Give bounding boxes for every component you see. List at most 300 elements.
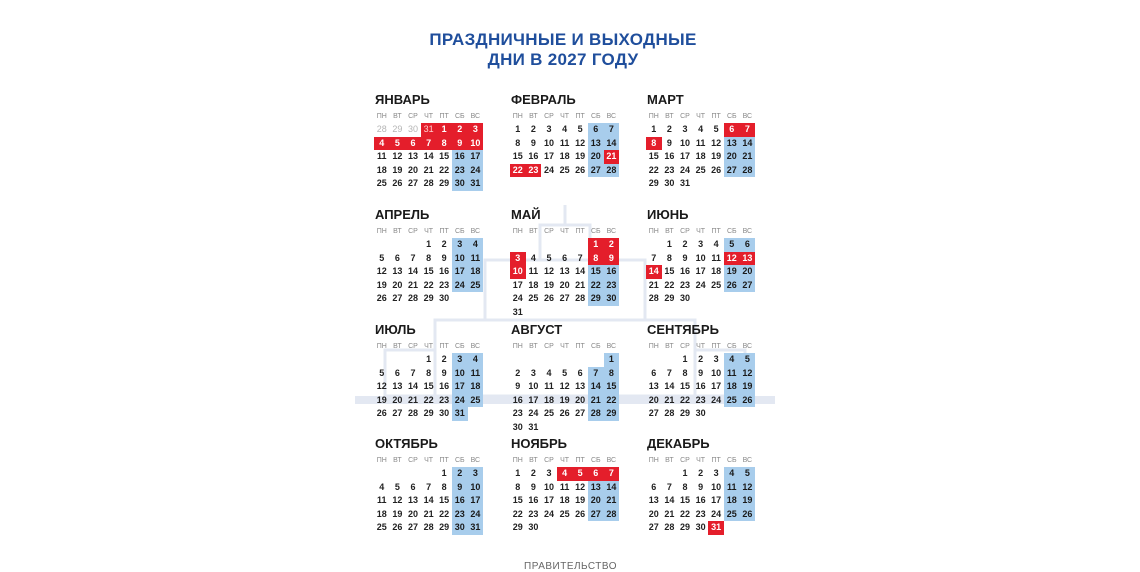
work-day: 1 — [426, 239, 432, 249]
work-day: 25 — [376, 522, 387, 533]
work-day: 4 — [713, 239, 719, 249]
weekday-label: СБ — [726, 343, 737, 350]
weekday-label: ПТ — [439, 457, 449, 464]
weekend-day: 31 — [468, 177, 484, 191]
work-day: 9 — [698, 367, 704, 378]
weekday-label: ВТ — [665, 343, 674, 350]
weekend-day: 25 — [468, 279, 484, 293]
work-day: 20 — [407, 508, 418, 519]
weekday-header — [510, 455, 622, 466]
weekday-label: ВС — [606, 457, 617, 464]
weekday-label: ЧТ — [560, 457, 570, 464]
work-day: 21 — [664, 508, 675, 519]
work-day: 27 — [407, 178, 418, 189]
work-day: 26 — [376, 293, 387, 304]
work-day: 26 — [392, 178, 403, 189]
weekday-label: ВТ — [665, 113, 674, 120]
month-name: ЯНВАРЬ — [375, 92, 430, 107]
work-day: 1 — [441, 468, 447, 478]
month-name: ФЕВРАЛЬ — [511, 92, 576, 107]
work-day: 10 — [543, 137, 554, 148]
work-day: 6 — [394, 252, 400, 263]
weekday-label: ЧТ — [560, 228, 570, 235]
weekend-day: 17 — [468, 150, 484, 164]
weekend-day: 20 — [588, 494, 604, 508]
work-day: 22 — [664, 279, 675, 290]
work-day: 20 — [392, 279, 403, 290]
work-day: 3 — [682, 124, 688, 134]
work-day: 25 — [543, 408, 554, 419]
work-day: 3 — [698, 239, 704, 249]
footer-label: ПРАВИТЕЛЬСТВО — [524, 561, 618, 572]
work-day: 28 — [423, 522, 434, 533]
work-day: 31 — [528, 421, 539, 432]
work-day: 13 — [648, 381, 659, 392]
work-day: 11 — [544, 381, 554, 392]
work-day: 16 — [695, 381, 706, 392]
work-day: 17 — [528, 394, 539, 405]
month-name: ИЮЛЬ — [375, 322, 416, 337]
work-day: 2 — [698, 468, 704, 478]
weekday-label: ВТ — [665, 457, 674, 464]
work-day: 29 — [679, 522, 690, 533]
work-day: 26 — [575, 508, 586, 519]
work-day: 16 — [512, 394, 523, 405]
weekday-label: СБ — [726, 457, 737, 464]
month-5 — [510, 207, 622, 320]
empty-cell — [541, 238, 557, 252]
work-day: 30 — [695, 522, 706, 533]
weekday-label: ПТ — [575, 457, 585, 464]
weekend-day: 5 — [724, 238, 740, 252]
weekend-day: 13 — [724, 137, 740, 151]
work-day: 24 — [528, 408, 539, 419]
weekday-label: ВС — [470, 228, 481, 235]
work-day: 7 — [410, 367, 416, 378]
work-day: 5 — [379, 367, 385, 378]
day-grid — [646, 353, 758, 421]
holiday-day: 31 — [708, 521, 724, 535]
work-day: 24 — [711, 394, 722, 405]
weekday-label: ПН — [512, 343, 523, 350]
work-day: 12 — [711, 137, 722, 148]
month-12 — [646, 436, 758, 535]
weekend-day: 28 — [604, 164, 620, 178]
weekday-label: СБ — [454, 457, 465, 464]
weekend-day: 27 — [740, 279, 756, 293]
holiday-day: 5 — [390, 137, 406, 151]
weekday-label: ВС — [742, 113, 753, 120]
work-day: 7 — [666, 481, 672, 492]
work-day: 7 — [426, 481, 432, 492]
weekday-header — [510, 226, 622, 237]
weekday-label: ВТ — [665, 228, 674, 235]
day-grid — [510, 123, 622, 177]
empty-cell — [374, 238, 390, 252]
weekend-day: 20 — [588, 150, 604, 164]
weekday-label: СР — [544, 228, 554, 235]
weekend-day: 24 — [468, 164, 484, 178]
work-day: 2 — [530, 124, 536, 134]
weekday-label: СР — [680, 343, 690, 350]
work-day: 12 — [575, 137, 586, 148]
work-day: 23 — [695, 394, 706, 405]
weekend-day: 22 — [588, 279, 604, 293]
weekday-label: ПН — [648, 457, 659, 464]
empty-cell — [510, 238, 526, 252]
work-day: 10 — [695, 252, 706, 263]
work-day: 7 — [577, 252, 583, 263]
work-day: 3 — [546, 124, 552, 134]
work-day: 15 — [439, 495, 450, 506]
work-day: 20 — [575, 394, 586, 405]
weekday-label: ПТ — [439, 228, 449, 235]
weekday-header — [374, 455, 486, 466]
day-grid — [374, 238, 486, 306]
weekend-day: 15 — [604, 380, 620, 394]
work-day: 2 — [441, 354, 447, 364]
weekday-header — [646, 341, 758, 352]
work-day: 8 — [666, 252, 672, 263]
weekday-label: ПН — [512, 457, 523, 464]
work-day: 18 — [559, 151, 570, 162]
work-day: 1 — [651, 124, 657, 134]
weekend-day: 26 — [740, 394, 756, 408]
weekday-label: ПН — [376, 228, 387, 235]
work-day: 22 — [512, 508, 523, 519]
weekday-label: ВТ — [393, 228, 402, 235]
weekend-day: 16 — [452, 494, 468, 508]
work-day: 20 — [407, 164, 418, 175]
holiday-day: 7 — [740, 123, 756, 137]
work-day: 11 — [528, 266, 539, 277]
work-day: 12 — [575, 481, 586, 492]
empty-cell — [526, 238, 542, 252]
weekend-day: 25 — [724, 508, 740, 522]
work-day: 11 — [695, 137, 706, 148]
empty-cell — [662, 353, 678, 367]
work-day: 19 — [376, 394, 387, 405]
work-day: 20 — [392, 394, 403, 405]
work-day: 15 — [423, 381, 434, 392]
weekday-label: СР — [408, 343, 418, 350]
work-day: 5 — [394, 481, 400, 492]
work-day: 26 — [559, 408, 570, 419]
work-day: 17 — [695, 266, 706, 277]
work-day: 27 — [392, 293, 403, 304]
weekend-day: 19 — [740, 380, 756, 394]
weekday-label: ВС — [470, 113, 481, 120]
weekend-day: 25 — [468, 394, 484, 408]
weekday-label: СБ — [454, 343, 465, 350]
month-1 — [374, 92, 486, 191]
weekday-label: ВС — [606, 343, 617, 350]
work-day: 16 — [439, 266, 450, 277]
work-day: 23 — [664, 164, 675, 175]
work-day: 19 — [575, 151, 586, 162]
weekend-day: 3 — [452, 238, 468, 252]
work-day: 7 — [410, 252, 416, 263]
work-day: 25 — [559, 164, 570, 175]
weekend-day: 15 — [588, 265, 604, 279]
work-day: 28 — [648, 293, 659, 304]
work-day: 1 — [666, 239, 672, 249]
day-grid — [374, 467, 486, 535]
weekday-label: СР — [544, 343, 554, 350]
work-day: 22 — [679, 508, 690, 519]
work-day: 5 — [562, 367, 568, 378]
weekday-label: ВС — [470, 457, 481, 464]
weekday-label: СР — [544, 457, 554, 464]
work-day: 30 — [679, 293, 690, 304]
work-day: 6 — [562, 252, 568, 263]
weekday-header — [646, 111, 758, 122]
month-name: НОЯБРЬ — [511, 436, 568, 451]
work-day: 7 — [651, 252, 657, 263]
weekend-day: 1 — [604, 353, 620, 367]
holiday-day: 23 — [526, 164, 542, 178]
weekend-day: 16 — [604, 265, 620, 279]
work-day: 13 — [407, 151, 418, 162]
work-day: 18 — [559, 495, 570, 506]
weekend-day: 14 — [604, 137, 620, 151]
empty-cell — [374, 353, 390, 367]
work-day: 26 — [392, 522, 403, 533]
work-day: 13 — [559, 266, 570, 277]
empty-cell — [526, 353, 542, 367]
work-day: 18 — [376, 508, 387, 519]
weekend-day: 20 — [740, 265, 756, 279]
work-day: 23 — [512, 408, 523, 419]
weekday-header — [510, 341, 622, 352]
weekend-day: 30 — [604, 292, 620, 306]
weekend-day: 7 — [588, 367, 604, 381]
work-day: 19 — [392, 164, 403, 175]
work-day: 2 — [698, 354, 704, 364]
title-line-1: ПРАЗДНИЧНЫЕ И ВЫХОДНЫЕ — [429, 30, 697, 49]
weekday-label: СР — [680, 457, 690, 464]
weekday-label: ЧТ — [424, 457, 434, 464]
work-day: 4 — [530, 252, 536, 263]
work-day: 28 — [423, 178, 434, 189]
work-day: 10 — [679, 137, 690, 148]
holiday-day: 2 — [604, 238, 620, 252]
weekend-day: 11 — [468, 252, 484, 266]
month-name: ИЮНЬ — [647, 207, 689, 222]
work-day: 11 — [559, 481, 570, 492]
work-day: 15 — [648, 151, 659, 162]
empty-cell — [374, 467, 390, 481]
work-day: 14 — [423, 151, 434, 162]
work-day: 15 — [679, 495, 690, 506]
holiday-day: 8 — [646, 137, 662, 151]
weekday-label: ВТ — [529, 228, 538, 235]
work-day: 4 — [698, 124, 704, 134]
weekday-label: СР — [408, 228, 418, 235]
day-grid — [374, 123, 486, 191]
work-day: 15 — [512, 151, 523, 162]
weekend-day: 5 — [740, 353, 756, 367]
weekend-day: 18 — [468, 380, 484, 394]
work-day: 8 — [515, 481, 521, 492]
weekend-day: 12 — [740, 367, 756, 381]
work-day: 18 — [528, 279, 539, 290]
work-day: 9 — [698, 481, 704, 492]
empty-cell — [572, 238, 588, 252]
work-day: 3 — [713, 354, 719, 364]
weekday-header — [646, 226, 758, 237]
month-name: АПРЕЛЬ — [375, 207, 430, 222]
work-day: 24 — [512, 293, 523, 304]
weekend-day: 11 — [724, 367, 740, 381]
weekday-label: ВС — [606, 113, 617, 120]
work-day: 17 — [543, 495, 554, 506]
work-day: 24 — [695, 279, 706, 290]
weekend-day: 17 — [468, 494, 484, 508]
weekday-label: ЧТ — [424, 343, 434, 350]
work-day: 31 — [679, 178, 690, 189]
work-day: 6 — [651, 481, 657, 492]
work-day: 3 — [546, 468, 552, 478]
weekday-label: ПН — [512, 228, 523, 235]
empty-cell — [405, 353, 421, 367]
empty-cell — [572, 353, 588, 367]
work-day: 30 — [439, 293, 450, 304]
work-day: 23 — [528, 508, 539, 519]
work-day: 2 — [682, 239, 688, 249]
empty-cell — [405, 467, 421, 481]
work-day: 20 — [648, 508, 659, 519]
work-day: 26 — [376, 408, 387, 419]
work-day: 2 — [530, 468, 536, 478]
work-day: 25 — [695, 164, 706, 175]
work-day: 1 — [426, 354, 432, 364]
holiday-day: 22 — [510, 164, 526, 178]
holiday-day: 5 — [572, 467, 588, 481]
work-day: 15 — [439, 151, 450, 162]
day-grid — [646, 238, 758, 306]
weekend-day: 22 — [604, 394, 620, 408]
weekday-label: СР — [544, 113, 554, 120]
work-day: 16 — [439, 381, 450, 392]
work-day: 12 — [392, 495, 403, 506]
work-day: 1 — [515, 468, 521, 478]
weekend-day: 19 — [724, 265, 740, 279]
weekday-label: ВТ — [393, 113, 402, 120]
work-day: 25 — [528, 293, 539, 304]
month-name: АВГУСТ — [511, 322, 563, 337]
empty-cell — [646, 467, 662, 481]
weekend-day: 31 — [468, 521, 484, 535]
work-day: 23 — [679, 279, 690, 290]
weekend-day: 11 — [724, 481, 740, 495]
work-day: 13 — [407, 495, 418, 506]
work-day: 2 — [515, 367, 521, 378]
weekend-day: 28 — [588, 407, 604, 421]
weekend-day: 17 — [452, 265, 468, 279]
holiday-day: 9 — [604, 252, 620, 266]
day-grid — [374, 353, 486, 421]
work-day: 22 — [679, 394, 690, 405]
weekday-label: ПТ — [575, 228, 585, 235]
weekday-label: СР — [408, 113, 418, 120]
weekday-label: СР — [408, 457, 418, 464]
holiday-day: 6 — [405, 137, 421, 151]
weekday-label: СБ — [590, 113, 601, 120]
work-day: 12 — [376, 266, 387, 277]
work-day: 21 — [648, 279, 659, 290]
work-day: 14 — [407, 381, 418, 392]
weekday-label: ПТ — [711, 343, 721, 350]
weekend-day: 4 — [468, 238, 484, 252]
work-day: 22 — [648, 164, 659, 175]
weekend-day: 28 — [604, 508, 620, 522]
holiday-day: 3 — [510, 252, 526, 266]
work-day: 19 — [392, 508, 403, 519]
work-day: 10 — [711, 367, 722, 378]
weekend-day: 21 — [588, 394, 604, 408]
work-day: 7 — [666, 367, 672, 378]
work-day: 19 — [543, 279, 554, 290]
weekend-day: 27 — [588, 164, 604, 178]
work-day: 22 — [423, 279, 434, 290]
empty-cell — [662, 467, 678, 481]
work-day: 5 — [713, 124, 719, 134]
holiday-day: 7 — [604, 467, 620, 481]
work-day: 28 — [407, 408, 418, 419]
month-7 — [374, 322, 486, 421]
holiday-day: 13 — [740, 252, 756, 266]
work-day: 19 — [559, 394, 570, 405]
work-day: 1 — [515, 124, 521, 134]
prev-month-day: 28 — [376, 124, 387, 134]
work-day: 15 — [423, 266, 434, 277]
holiday-day: 21 — [604, 150, 620, 164]
work-day: 25 — [376, 178, 387, 189]
work-day: 29 — [439, 178, 450, 189]
month-9 — [646, 322, 758, 421]
work-day: 9 — [682, 252, 688, 263]
month-name: ДЕКАБРЬ — [647, 436, 710, 451]
weekend-day: 17 — [452, 380, 468, 394]
title-line-2: ДНИ В 2027 ГОДУ — [487, 50, 639, 69]
weekend-day: 13 — [588, 137, 604, 151]
weekday-header — [374, 226, 486, 237]
weekend-day: 23 — [452, 508, 468, 522]
holiday-day: 14 — [646, 265, 662, 279]
weekend-day: 27 — [724, 164, 740, 178]
month-6 — [646, 207, 758, 306]
work-day: 24 — [543, 164, 554, 175]
weekday-label: ПН — [376, 113, 387, 120]
weekend-day: 29 — [604, 407, 620, 421]
work-day: 21 — [407, 279, 418, 290]
day-grid — [510, 353, 622, 435]
work-day: 13 — [575, 381, 586, 392]
empty-cell — [421, 467, 437, 481]
weekday-label: ЧТ — [696, 343, 706, 350]
work-day: 17 — [711, 381, 722, 392]
weekend-day: 30 — [452, 521, 468, 535]
work-day: 11 — [559, 137, 570, 148]
work-day: 27 — [392, 408, 403, 419]
work-day: 18 — [543, 394, 554, 405]
work-day: 30 — [512, 421, 523, 432]
work-day: 14 — [423, 495, 434, 506]
weekday-label: ВС — [742, 457, 753, 464]
work-day: 8 — [426, 367, 432, 378]
work-day: 12 — [376, 381, 387, 392]
